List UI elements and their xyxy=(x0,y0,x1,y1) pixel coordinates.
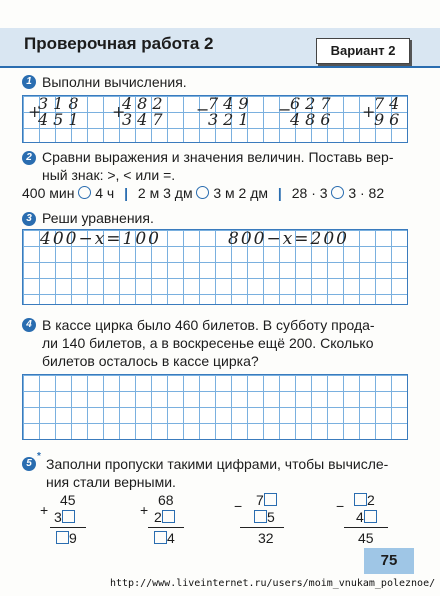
task4-line2: ли 140 билетов, а в воскресенье ещё 200. Сколько xyxy=(42,335,374,351)
puzzle2-line xyxy=(148,527,184,528)
header-underline xyxy=(0,66,440,68)
separator-1: | xyxy=(124,185,129,201)
task2-line2: ный знак: >, < или =. xyxy=(42,167,176,183)
comparison3-right: 3 · 82 xyxy=(348,185,385,201)
puzzle1-sign: + xyxy=(40,502,49,518)
puzzle3-blank-2[interactable] xyxy=(254,510,267,523)
separator-2: | xyxy=(277,185,282,201)
puzzle2-blank-1[interactable] xyxy=(162,510,175,523)
puzzle1-mid: 3 xyxy=(54,509,62,525)
example2-sign: + xyxy=(112,102,126,121)
task4-line1: В кассе цирка было 460 билетов. В субботу прода- xyxy=(42,317,375,333)
puzzle2-blank-2[interactable] xyxy=(154,531,167,544)
example1-sign: + xyxy=(28,102,42,121)
equation-2: 800−x=200 xyxy=(228,229,349,249)
task2-comparisons xyxy=(22,184,384,202)
page-number: 75 xyxy=(364,548,414,574)
task4-line3: билетов осталось в кассе цирка? xyxy=(42,353,259,369)
example3-top: 749 xyxy=(208,94,254,113)
puzzle4-line xyxy=(344,527,388,528)
puzzle1-res: 9 xyxy=(69,530,77,546)
task5-star: * xyxy=(37,451,41,462)
puzzle1-line xyxy=(50,527,86,528)
task2-line1: Сравни выражения и значения величин. Поставь вер- xyxy=(42,149,394,165)
equation-1: 400−x=100 xyxy=(40,229,161,249)
puzzle3-blank-1[interactable] xyxy=(264,493,277,506)
puzzle2-sign: + xyxy=(140,502,149,518)
task5-line1: Заполни пропуски такими цифрами, чтобы вычисле- xyxy=(46,456,389,472)
comparison3-left: 28 · 3 xyxy=(291,185,328,201)
task-number-3: 3 xyxy=(22,212,36,226)
task1-text: Выполни вычисления. xyxy=(42,74,187,90)
example3-bottom: 321 xyxy=(208,110,254,129)
puzzle4-res: 45 xyxy=(358,530,374,546)
puzzle3-res: 32 xyxy=(258,530,274,546)
puzzle1-top: 45 xyxy=(60,492,76,508)
example1-top: 318 xyxy=(38,94,84,113)
puzzle3-mid: 5 xyxy=(267,509,275,525)
task4-grid[interactable] xyxy=(22,374,408,440)
comparison1-circle[interactable] xyxy=(78,186,91,199)
comparison2-left: 2 м 3 дм xyxy=(137,185,193,201)
puzzle4-blank-1[interactable] xyxy=(354,493,367,506)
puzzle3-top: 7 xyxy=(256,492,264,508)
puzzle3-line xyxy=(240,527,284,528)
comparison1-right: 4 ч xyxy=(95,185,115,201)
puzzle2-top: 68 xyxy=(158,492,174,508)
example5-sign: + xyxy=(362,102,376,121)
puzzle1-blank-1[interactable] xyxy=(62,510,75,523)
task-number-5: 5 xyxy=(22,457,36,471)
example4-bottom: 486 xyxy=(290,110,336,129)
puzzle3-sign: − xyxy=(234,498,243,514)
puzzle2-mid: 2 xyxy=(154,509,162,525)
example5-bottom: 96 xyxy=(374,110,405,129)
comparison1-left: 400 мин xyxy=(22,185,75,201)
comparison2-circle[interactable] xyxy=(196,186,209,199)
task-number-4: 4 xyxy=(22,318,36,332)
example2-top: 482 xyxy=(122,94,168,113)
task5-line2: ния стали верными. xyxy=(46,474,176,490)
puzzle4-top: 2 xyxy=(367,492,375,508)
task3-text: Реши уравнения. xyxy=(42,210,154,226)
puzzle2-res: 4 xyxy=(167,530,175,546)
task-number-2: 2 xyxy=(22,151,36,165)
comparison3-circle[interactable] xyxy=(331,186,344,199)
puzzle4-blank-2[interactable] xyxy=(364,510,377,523)
task-number-1: 1 xyxy=(22,75,36,89)
puzzle4-mid: 4 xyxy=(356,509,364,525)
puzzle1-blank-2[interactable] xyxy=(56,531,69,544)
source-url: http://www.liveinternet.ru/users/moim_vnukam_poleznoe/ xyxy=(110,578,436,589)
page-title: Проверочная работа 2 xyxy=(24,34,214,53)
example4-sign: − xyxy=(278,100,292,119)
comparison2-right: 3 м 2 дм xyxy=(213,185,269,201)
example3-sign: − xyxy=(196,100,210,119)
puzzle4-sign: − xyxy=(336,498,345,514)
example4-top: 627 xyxy=(290,94,336,113)
variant-label: Вариант 2 xyxy=(316,38,410,64)
example1-bottom: 451 xyxy=(38,110,84,129)
example5-top: 74 xyxy=(374,94,405,113)
example2-bottom: 347 xyxy=(122,110,168,129)
